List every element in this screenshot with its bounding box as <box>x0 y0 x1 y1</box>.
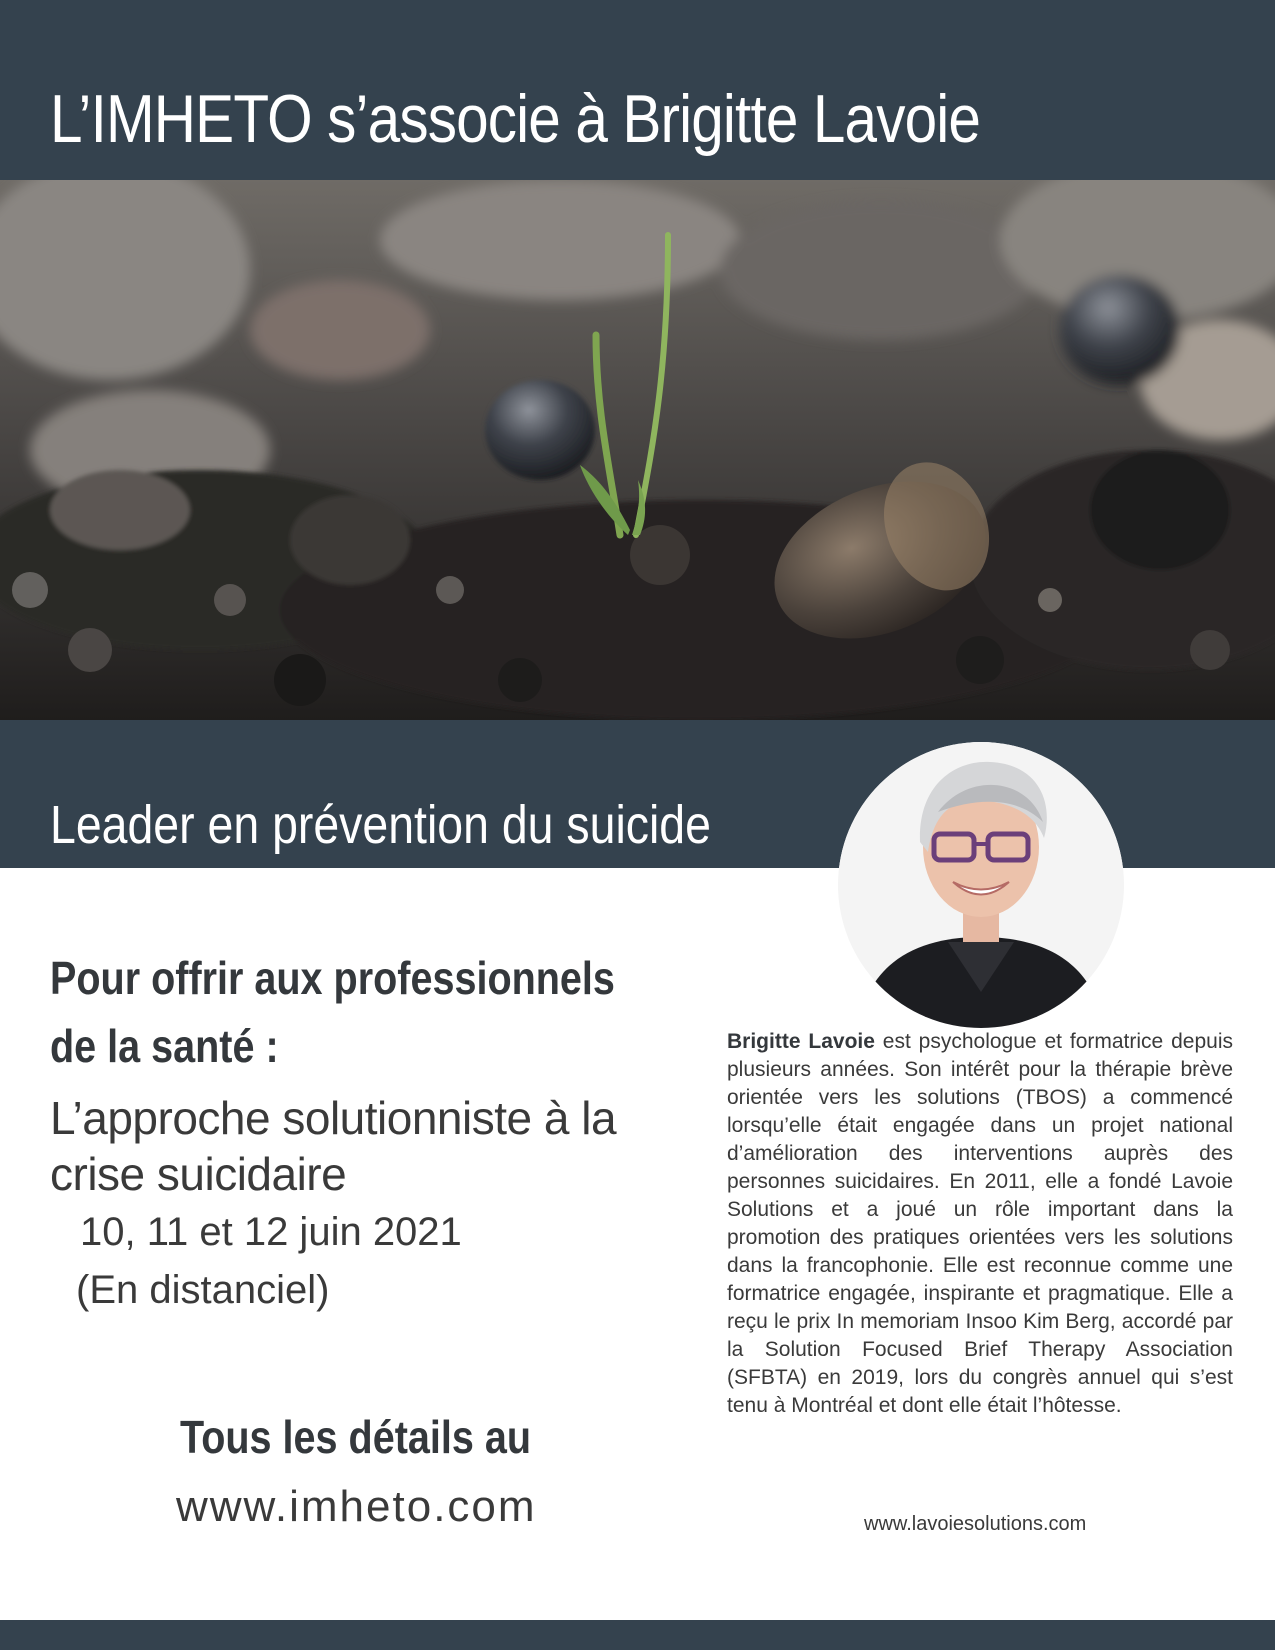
offer-heading: Pour offrir aux professionnels de la santé : <box>50 952 615 1072</box>
page-title: L’IMHETO s’associe à Brigitte Lavoie <box>50 81 981 157</box>
course-format: (En distanciel) <box>76 1268 330 1312</box>
bio-paragraph <box>727 1028 1233 1420</box>
seedling-photo-art <box>0 180 1275 720</box>
seedling-photo <box>0 180 1275 720</box>
portrait-icon <box>838 742 1124 1028</box>
course-dates: 10, 11 et 12 juin 2021 <box>80 1210 462 1254</box>
portrait-photo <box>838 742 1124 1028</box>
course-title: L’approche solutionniste à la crise suicidaire <box>50 1092 617 1200</box>
bio-text: est psychologue et formatrice depuis plusieurs années. Son intérêt pour la thérapie brève orientée vers les solutions (TBOS) a commencé lorsqu’elle était engagée dans un projet national d’amélioration des interventions auprès des personnes suicidaires. En 2011, elle a fondé Lavoie Solutions et a joué un rôle important dans la promotion des pratiques orientées vers les solutions dans la francophonie. Elle est reconnue comme une formatrice engagée, inspirante et pragmatique. Elle a reçu le prix In memoriam Insoo Kim Berg, accordé par la Solution Focused Brief Therapy Association (SFBTA) en 2019, lors du congrès annuel qui s’est tenu à Montréal et dont elle était l’hôtesse. <box>727 1030 1233 1417</box>
lavoie-website-link[interactable]: www.lavoiesolutions.com <box>864 1513 1087 1535</box>
bio-name: Brigitte Lavoie <box>727 1030 875 1053</box>
imheto-website-link[interactable]: www.imheto.com <box>176 1482 537 1531</box>
subtitle: Leader en prévention du suicide <box>50 795 711 855</box>
footer-band <box>0 1620 1275 1650</box>
details-label: Tous les détails au <box>180 1411 532 1463</box>
